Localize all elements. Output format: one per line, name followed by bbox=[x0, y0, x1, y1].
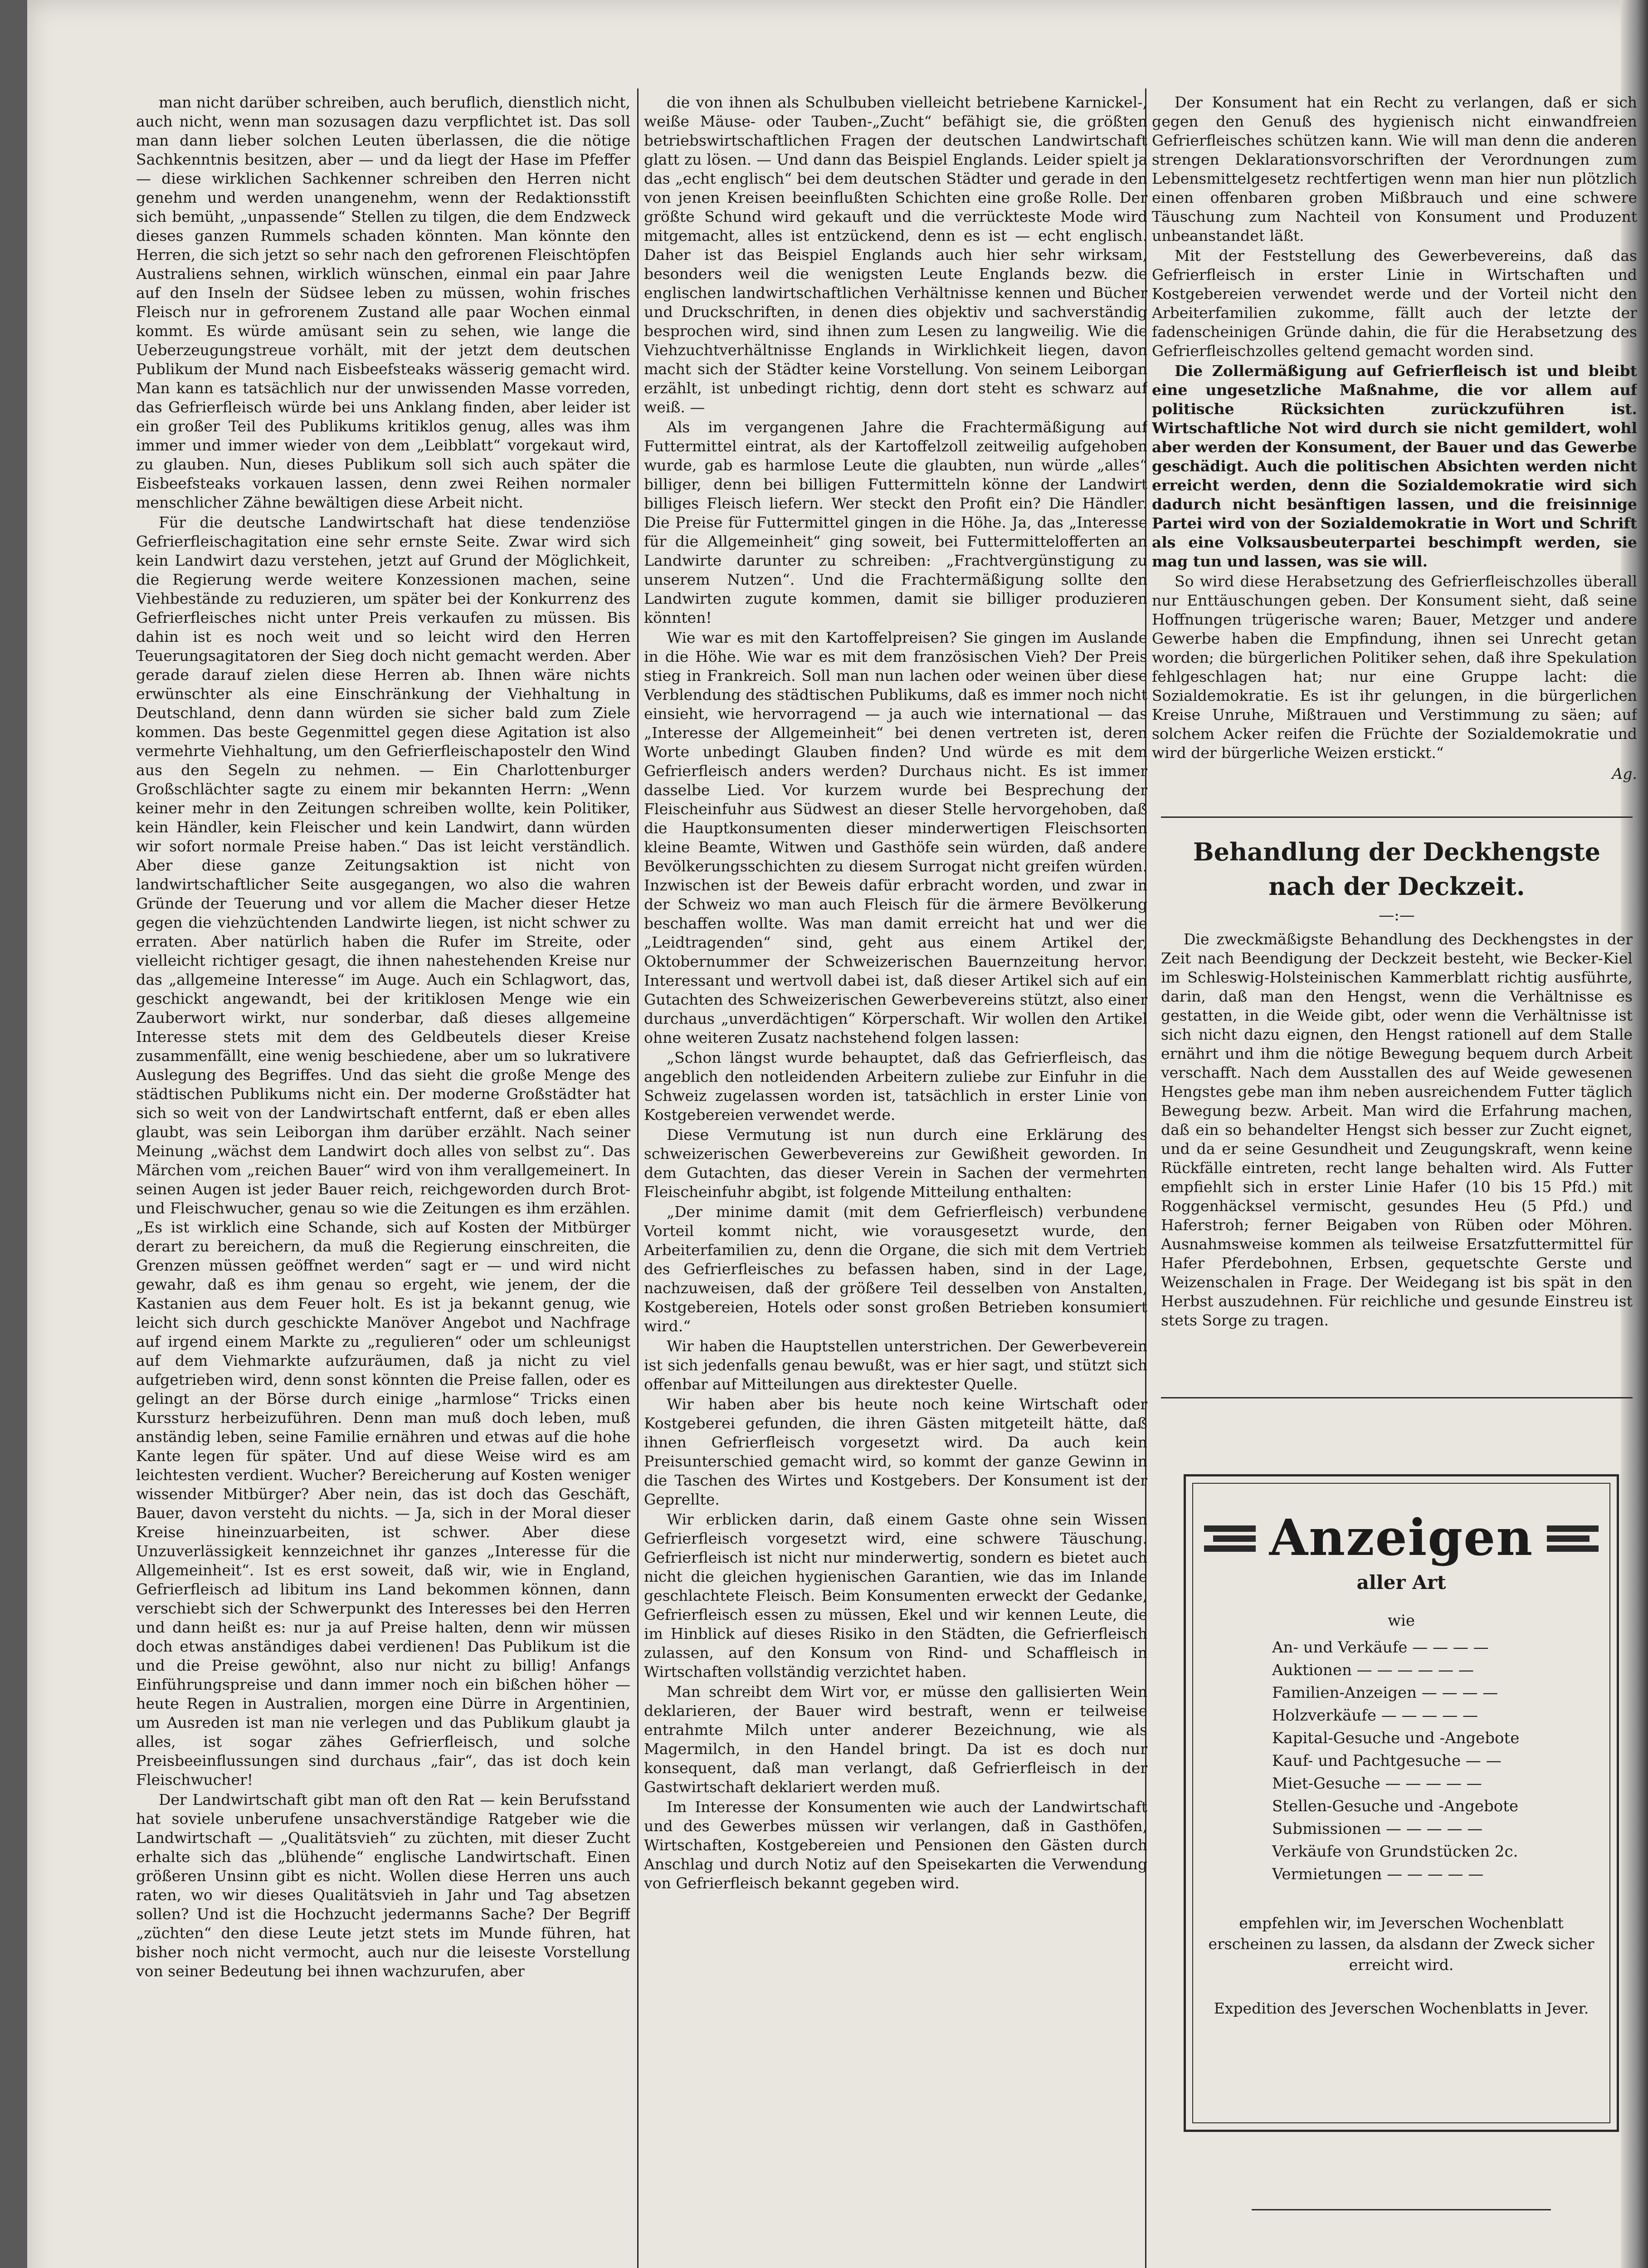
ad-list bbox=[1204, 1636, 1599, 1886]
ad-list-item: Kauf- und Pachtgesuche — — bbox=[1272, 1752, 1502, 1770]
author-signature: Ag. bbox=[1612, 765, 1637, 782]
ad-list-item: Holzverkäufe — — — — — bbox=[1272, 1706, 1478, 1725]
quote-paragraph: Man schreibt dem Wirt vor, er müsse den gallisierten Wein deklarieren, der Bauer wird bestraft, wenn er teilweise entrahmte Milch unter anderer Bezeichnung, wie als Magermilch, in den Handel bringt. Da ist es doch nur konsequent, daß man verlangt, daß Gefrierfleisch in der Gastwirtschaft deklariert werden muß. bbox=[644, 1683, 1147, 1796]
paragraph: So wird diese Herabsetzung des Gefrierfleischzolles überall nur Enttäuschungen geben. Der Konsument sieht, daß seine Hoffnungen trügerische waren; Bauer, Metzger und andere Gewerbe haben die Empfindung, ihnen sei Unrecht getan worden; die bürgerlichen Politiker sehen, daß ihre Spekulation fehlgeschlagen hat; nur eine Gruppe lacht: die Sozialdemokratie. Es ist ihr gelungen, in die bürgerlichen Kreise Unruhe, Mißtrauen und Verstimmung zu säen; auf solchem Acker reifen die Früchte der Sozialdemokratie und wird der bürgerliche Weizen erstickt.“ bbox=[1152, 572, 1637, 762]
quote-paragraph: Wir haben die Hauptstellen unterstrichen. Der Gewerbeverein ist sich jedenfalls genau bewußt, was er hier sagt, und stützt sich offenbar auf Mitteilungen aus direktester Quelle. bbox=[644, 1337, 1147, 1393]
ad-title-row bbox=[1204, 1508, 1599, 1567]
article-deckhengste bbox=[1161, 835, 1633, 1379]
title-separator: —:— bbox=[1379, 906, 1415, 924]
column-2 bbox=[644, 93, 1147, 2268]
paragraph: Für die deutsche Landwirtschaft hat diese tendenziöse Gefrierfleischagitation eine sehr ernste Seite. Zwar wird sich kein Landwirt dazu verstehen, jetzt auf Grund der Möglichkeit, die Regierung werde weitere Konzessionen machen, seine Viehbestände zu reduzieren, um später bei der Konkurrenz des Gefrierfleisches nicht unter Preis verkaufen zu müssen. Bis dahin ist es noch weit und so leicht wird den Herren Teuerungsagitatoren der Sieg doch nicht gemacht werden. Aber gerade darauf zielen diese Herren ab. Ihnen wäre nichts erwünschter als eine Einschränkung der Viehhaltung in Deutschland, denn dann würden sie sicher bald zum Ziele kommen. Das beste Gegenmittel gegen diese Agitation ist also vermehrte Viehhaltung, um den Gefrierfleischapostelr den Wind aus den Segeln zu nehmen. — Ein Charlottenburger Großschlächter sagte zu einem mir bekannten Herrn: „Wenn keiner mehr in den Zeitungen schreiben wollte, kein Politiker, kein Händler, kein Fleischer und kein Landwirt, dann würden wir sofort normale Preise haben.“ Das ist leicht verständlich. Aber diese ganze Zeitungsaktion ist nicht von landwirtschaftlicher Seite ausgegangen, wo also die wahren Gründe der Teuerung und vor allem die Macher dieser Hetze gegen die viehzüchtenden Landwirte liegen, ist nicht schwer zu erraten. Aber natürlich haben die Rufer im Streite, oder vielleicht richtiger gesagt, die ihnen nahestehenden Kreise nur das „allgemeine Interesse“ im Auge. Auch ein Schlagwort, das, geschickt angewandt, bei der kritiklosen Menge wie ein Zauberwort wirkt, nur sonderbar, daß dieses allgemeine Interesse stets mit dem des Geldbeutels dieser Kreise zusammenfällt, eine wenig beschiedene, aber um so lukrativere Auslegung des Begriffes. Und das sieht die große Menge des städtischen Publikums nicht ein. Der moderne Großstädter hat sich so weit von der Landwirtschaft entfernt, daß er eben alles glaubt, was sein Leiborgan ihm darüber erzählt. Nach seiner Meinung „wächst dem Landwirt doch alles von selbst zu“. Das Märchen vom „reichen Bauer“ wird von ihm verallgemeinert. In seinen Augen ist jeder Bauer reich, reichgeworden durch Brot- und Fleischwucher, genau so wie die Zeitungen es ihm erzählen. „Es ist wirklich eine Schande, sich auf Kosten der Mitbürger derart zu bereichern, da muß die Regierung einschreiten, die Grenzen müssen geöffnet werden“ sagt er — und wird nicht gewahr, daß es ihm genau so ergeht, wie jenem, der die Kastanien aus dem Feuer holt. Es ist ja bekannt genug, wie leicht sich durch geschickte Manöver Angebot und Nachfrage auf irgend einem Markte zu „regulieren“ oder um schleunigst auf dem Viehmarkte aufzuräumen, daß ja nicht zu viel aufgetrieben wird, denn sonst könnten die Preise fallen, oder es gelingt an der Börse durch einige „harmlose“ Tricks einen Kurssturz herbeizuführen. Denn man muß doch leben, muß anständig leben, seine Familie ernähren und etwas auf die hohe Kante legen für später. Und auf diese Weise wird es am leichtesten verdient. Wucher? Bereicherung auf Kosten weniger wissender Mitbürger? Aber nein, das ist doch das Geschäft, Bauer, davon versteht du nichts. — Ja, sich in der Moral dieser Kreise hineinzuarbeiten, ist schwer. Aber diese Unzuverlässigkeit kennzeichnet ihr ganzes „Interesse für die Allgemeinheit“. Ist es erst soweit, daß wir, wie in England, Gefrierfleisch ad libitum ins Land bekommen können, dann verschiebt sich der Schwerpunkt des Interesses bei den Herren und dann heißt es: nur ja auf Preise halten, denn wir müssen doch etwas anständiges dabei verdienen! Das Publikum ist die und die Preise gewöhnt, also nur nicht zu billig! Anfangs Einführungspreise und dann immer noch ein bißchen höher — heute Regen in Australien, morgen eine Dürre in Argentinien, um Ausreden ist man nie verlegen und das Publikum glaubt ja alles, ist sogar zähes Gefrierfleisch, und solche Preisbeeinflussungen sind durchaus „fair“, das ist doch kein Fleischwucher! bbox=[136, 513, 630, 1789]
article-title: Behandlung der Deckhengste nach der Deckzeit. bbox=[1193, 837, 1601, 901]
paragraph: Als im vergangenen Jahre die Frachtermäßigung auf Futtermittel eintrat, als der Kartoffelzoll zeitweilig aufgehoben wurde, gab es harmlose Leute die glaubten, nun würde „alles“ billiger, denn bei billigen Futtermitteln könne der Landwirt billiges Fleisch liefern. Wer steckt den Profit ein? Die Händler. Die Preise für Futtermittel gingen in die Höhe. Ja, das „Interesse für die Allgemeinheit“ ging soweit, bei Futtermittelofferten an Landwirte darunter zu schreiben: „Frachtvergünstigung zu unserem Nutzen“. Und die Frachtermäßigung sollte den Landwirten zugute kommen, damit sie billiger produzieren könnten! bbox=[644, 418, 1147, 626]
ad-list-item: Stellen-Gesuche und -Angebote bbox=[1272, 1797, 1519, 1815]
ad-wie: wie bbox=[1387, 1612, 1415, 1630]
ad-list-item: Verkäufe von Grundstücken 2c. bbox=[1272, 1843, 1518, 1861]
column-1 bbox=[136, 93, 630, 2268]
ad-list-item: Miet-Gesuche — — — — — bbox=[1272, 1774, 1482, 1793]
quote-paragraph: Wir haben aber bis heute noch keine Wirtschaft oder Kostgeberei gefunden, die ihren Gästen mitgeteilt hätte, daß ihnen Gefrierfleisch vorgesetzt wird. Da auch kein Preisunterschied gemacht wird, so kommt der ganze Gewinn in die Taschen des Wirtes und Kostgebers. Der Konsument ist der Geprellte. bbox=[644, 1395, 1147, 1508]
ad-list-item: Auktionen — — — — — — bbox=[1272, 1661, 1474, 1679]
paragraph: Wie war es mit den Kartoffelpreisen? Sie gingen im Auslande in die Höhe. Wie war es mit dem französischen Vieh? Der Preis stieg in Frankreich. Soll man nun lachen oder weinen über diese Verblendung des städtischen Publikums, daß es immer noch nicht einsieht, wie hervorragend — ja auch wie international — das „Interesse der Allgemeinheit“ bei denen vertreten ist, deren Worte unbedingt Glauben finden? Und würde es mit dem Gefrierfleisch anders werden? Durchaus nicht. Es ist immer dasselbe Lied. Vor kurzem wurde bei Besprechung der Fleischeinfuhr aus Südwest an dieser Stelle hervorgehoben, daß die Hauptkonsumenten dieser minderwertigen Fleischsorten kleine Beamte, Witwen und Gasthöfe sein würden, daß andere Bevölkerungsschichten zu diesem Surrogat nicht greifen würden. Inzwischen ist der Beweis dafür erbracht worden, und zwar in der Schweiz wo man auch Fleisch für die ärmere Bevölkerung beschaffen wollte. Was man damit erreicht hat und wer die „Leidtragenden“ sind, geht aus einem Artikel der, Oktobernummer der Schweizerischen Bauernzeitung hervor. Interessant und wertvoll dabei ist, daß dieser Artikel sich auf ein Gutachten des Schweizerischen Gewerbevereins stützt, also einer durchaus „unverdächtigen“ Körperschaft. Wir wollen den Artikel ohne weiteren Zusatz nachstehend folgen lassen: bbox=[644, 629, 1147, 1046]
quote-paragraph: Wir erblicken darin, daß einem Gaste ohne sein Wissen Gefrierfleisch vorgesetzt wird, eine schwere Täuschung. Gefrierfleisch ist nicht nur minderwertig, sondern es bietet auch nicht die gleichen hygienischen Garantien, wie das im Inlande geschlachtete Fleisch. Beim Konsumenten erweckt der Gedanke, Gefrierfleisch essen zu müssen, Ekel und wir kennen Leute, die im Hinblick auf dieses Risiko in den Städten, die Gefrierfleisch zulassen, auf den Konsum von Rind- und Schaffleisch in Wirtschaften vollständig verzichtet haben. bbox=[644, 1510, 1147, 1681]
paragraph: die von ihnen als Schulbuben vielleicht betriebene Karnickel-, weiße Mäuse- oder Tauben-„Zucht“ befähigt sie, die größten betriebswirtschaftlichen Fragen der deutschen Landwirtschaft glatt zu lösen. — Und dann das Beispiel Englands. Leider spielt ja das „echt englisch“ bei dem deutschen Städter und gerade in den von jenen Kreisen beeinflußten Schichten eine große Rolle. Der größte Schund wird gekauft und die verrückteste Mode wird mitgemacht, alles ist entzückend, denn es ist — echt englisch. Daher ist das Beispiel Englands auch hier sehr wirksam, besonders weil die wenigsten Leute Englands bezw. die englischen landwirtschaftlichen Verhältnisse kennen und Bücher und Druckschriften, in denen dies objektiv und sachverständig besprochen wird, sind ihnen zum Lesen zu langweilig. Wie die Viehzuchtverhältnisse Englands in Wirklichkeit liegen, davon macht sich der Städter keine Vorstellung. Von seinem Leiborgan erzählt, ist unbedingt richtig, denn dort steht es schwarz auf weiß. — bbox=[644, 93, 1147, 416]
advertisement-box bbox=[1184, 1474, 1619, 2132]
ad-list-item: Familien-Anzeigen — — — — bbox=[1272, 1684, 1498, 1702]
end-rule bbox=[1252, 2209, 1551, 2210]
section-divider bbox=[1161, 816, 1633, 818]
ad-footer: Expedition des Jeverschen Wochenblatts in Jever. bbox=[1214, 1999, 1589, 2017]
quote-paragraph: „Der minime damit (mit dem Gefrierfleisch) verbundene Vorteil kommt nicht, wie vorausgesetzt wurde, den Arbeiterfamilien zu, denn die Organe, die sich mit dem Vertrieb des Gefrierfleisches zu befassen haben, sind in der Lage, nachzuweisen, daß der größere Teil desselben von Anstalten, Kostgebereien, Hotels oder sonst großen Betrieben konsumiert wird.“ bbox=[644, 1203, 1147, 1335]
article-body: Die zweckmäßigste Behandlung des Deckhengstes in der Zeit nach Beendigung der Deckzeit besteht, wie Becker-Kiel im Schleswig-Holsteinischen Kammerblatt richtig ausführte, darin, daß man den Hengst, wenn die Verhältnisse es gestatten, in die Weide gibt, oder wenn die Verhältnisse ist sich nicht dazu eignen, den Hengst rationell auf dem Stalle ernährt und ihm die nötige Bewegung bequem durch Arbeit verschafft. Nach dem Ausstallen des auf Weide gewesenen Hengstes gebe man ihm neben ausreichendem Futter täglich Bewegung bezw. Arbeit. Man wird die Erfahrung machen, daß ein so behandelter Hengst sich besser zur Zucht eignet, und da er seine Gesundheit und Zeugungskraft, wenn keine Rückfälle eintreten, recht lange behalten wird. Als Futter empfiehlt sich in erster Linie Hafer (10 bis 15 Pfd.) mit Roggenhäcksel vermischt, gesundes Heu (5 Pfd.) und Haferstroh; ferner Beigaben von Rüben oder Möhren. Ausnahmsweise kommen als teilweise Ersatzfuttermittel für Hafer Pferdebohnen, Erbsen, gequetschte Gerste und Weizenschalen in Frage. Der Weidegang ist bis spät in den Herbst auszudehnen. Für reichliche und gesunde Einstreu ist stets Sorge zu tragen. bbox=[1161, 930, 1633, 1329]
quote-paragraph: „Schon längst wurde behauptet, daß das Gefrierfleisch, das angeblich den notleidenden Arbeitern zuliebe zur Einfuhr in die Schweiz zugelassen worden ist, tatsächlich in erster Linie von Kostgebereien verwendet werde. bbox=[644, 1049, 1147, 1124]
paragraph: Mit der Feststellung des Gewerbevereins, daß das Gefrierfleisch in erster Linie in Wirtschaften und Kostgebereien verwendet werde und der Vorteil nicht den Arbeiterfamilien zukomme, fällt auch der letzte der fadenscheinigen Gründe dahin, die für die Herabsetzung des Gefrierfleischzolles geltend gemacht worden sind. bbox=[1152, 247, 1637, 360]
quote-paragraph: Im Interesse der Konsumenten wie auch der Landwirtschaft und des Gewerbes müssen wir verlangen, daß in Gasthöfen, Wirtschaften, Kostgebereien und Pensionen den Gästen durch Anschlag und durch Notiz auf den Speisekarten die Verwendung von Gefrierfleisch bekannt gegeben wird. bbox=[644, 1798, 1147, 1892]
ad-title: Anzeigen bbox=[1269, 1508, 1534, 1567]
paragraph: man nicht darüber schreiben, auch beruflich, dienstlich nicht, auch nicht, wenn man sozusagen dazu verpflichtet ist. Das soll man dann lieber solchen Leuten überlassen, die die nötige Sachkenntnis besitzen, aber — und da liegt der Hase im Pfeffer — diese wirklichen Sachkenner schreiben den Herren nicht genehm und werden unangenehm, wenn der Redaktionsstift sich bemüht, „unpassende“ Stellen zu tilgen, die dem Endzweck dieses ganzen Rummels schaden könnten. Man könnte den Herren, die sich jetzt so sehr nach den gefrorenen Fleischtöpfen Australiens sehnen, wirklich wünschen, einmal ein paar Jahre auf den Inseln der Südsee leben zu müssen, wohin frisches Fleisch nur in gefrorenem Zustand alle paar Wochen einmal kommt. Es würde amüsant sein zu sehen, wie lange die Ueberzeugungstreue vorhält, mit der jetzt dem deutschen Publikum der Mund nach Eisbeefsteaks wässerig gemacht wird. Man kann es tatsächlich nur der unwissenden Masse vorreden, das Gefrierfleisch würde bei uns Anklang finden, aber leider ist ein großer Teil des Publikums kritiklos genug, alles was ihm immer und immer wieder von dem „Leibblatt“ vorgekaut wird, zu glauben. Nun, dieses Publikum soll sich auch später die Eisbeefsteaks vorkauen lassen, denn zwei Reihen normaler menschlicher Zähne bewältigen diese Arbeit nicht. bbox=[136, 93, 630, 511]
ad-list-item: Vermietungen — — — — — bbox=[1272, 1865, 1484, 1883]
paragraph: Die Zollermäßigung auf Gefrierfleisch ist und bleibt eine ungesetzliche Maßnahme, die vor allem auf politische Rücksichten zurückzuführen ist. Wirtschaftliche Not wird durch sie nicht gemildert, wohl aber werden der Konsument, der Bauer und das Gewerbe geschädigt. Auch die politischen Absichten werden nicht erreicht werden, denn die Sozialdemokratie wird sich dadurch nicht besänftigen lassen, und die freisinnige Partei wird von der Sozialdemokratie in Wort und Schrift als eine Volksausbeuterpartei beschimpft werden, sie mag tun und lassen, was sie will. bbox=[1152, 362, 1637, 570]
ad-subtitle: aller Art bbox=[1356, 1571, 1446, 1593]
quote-paragraph: Diese Vermutung ist nun durch eine Erklärung des schweizerischen Gewerbevereins zur Gewißheit geworden. In dem Gutachten, das dieser Verein in Sachen der vermehrten Fleischeinfuhr abgibt, ist folgende Mitteilung enthalten: bbox=[644, 1126, 1147, 1201]
ad-closing: empfehlen wir, im Jeverschen Wochenblatt erscheinen zu lassen, da alsdann der Zweck sicher erreicht wird. bbox=[1208, 1914, 1594, 1974]
ornament-left-icon bbox=[1204, 1522, 1256, 1554]
ornament-right-icon bbox=[1547, 1522, 1599, 1554]
paragraph: Der Konsument hat ein Recht zu verlangen, daß er sich gegen den Genuß des hygienisch nicht einwandfreien Gefrierfleisches schützen kann. Wie will man denn die anderen strengen Deklarationsvorschriften der Verordnungen zum Lebensmittelgesetz rechtfertigen wenn man hier nun plötzlich einen offenbaren groben Mißbrauch und eine schwere Täuschung zum Nachteil von Konsument und Produzent unbeanstandet läßt. bbox=[1152, 93, 1637, 244]
ad-list-item: Submissionen — — — — — bbox=[1272, 1820, 1483, 1838]
column-3 bbox=[1152, 93, 1637, 810]
section-divider bbox=[1161, 1397, 1633, 1398]
ad-list-item: An- und Verkäufe — — — — bbox=[1272, 1638, 1489, 1657]
paragraph: Der Landwirtschaft gibt man oft den Rat — kein Berufsstand hat soviele unberufene unsachverständige Ratgeber wie die Landwirtschaft — „Qualitätsvieh“ zu züchten, mit dieser Zucht erhalte sich das „blühende“ englische Landwirtschaft. Einen größeren Unsinn gibt es nicht. Wollen diese Herren uns auch raten, wo wir dieses Qualitätsvieh in Jahr und Tag absetzen sollen? Und ist die Hochzucht jedermanns Sache? Der Begriff „züchten“ den diese Leute jetzt stets im Munde führen, hat bisher noch nicht vermocht, auch nur die leiseste Vorstellung von seiner Bedeutung bei ihnen wachzurufen, aber bbox=[136, 1791, 630, 1980]
column-divider bbox=[637, 88, 639, 2268]
ad-list-item: Kapital-Gesuche und -Angebote bbox=[1272, 1729, 1520, 1747]
